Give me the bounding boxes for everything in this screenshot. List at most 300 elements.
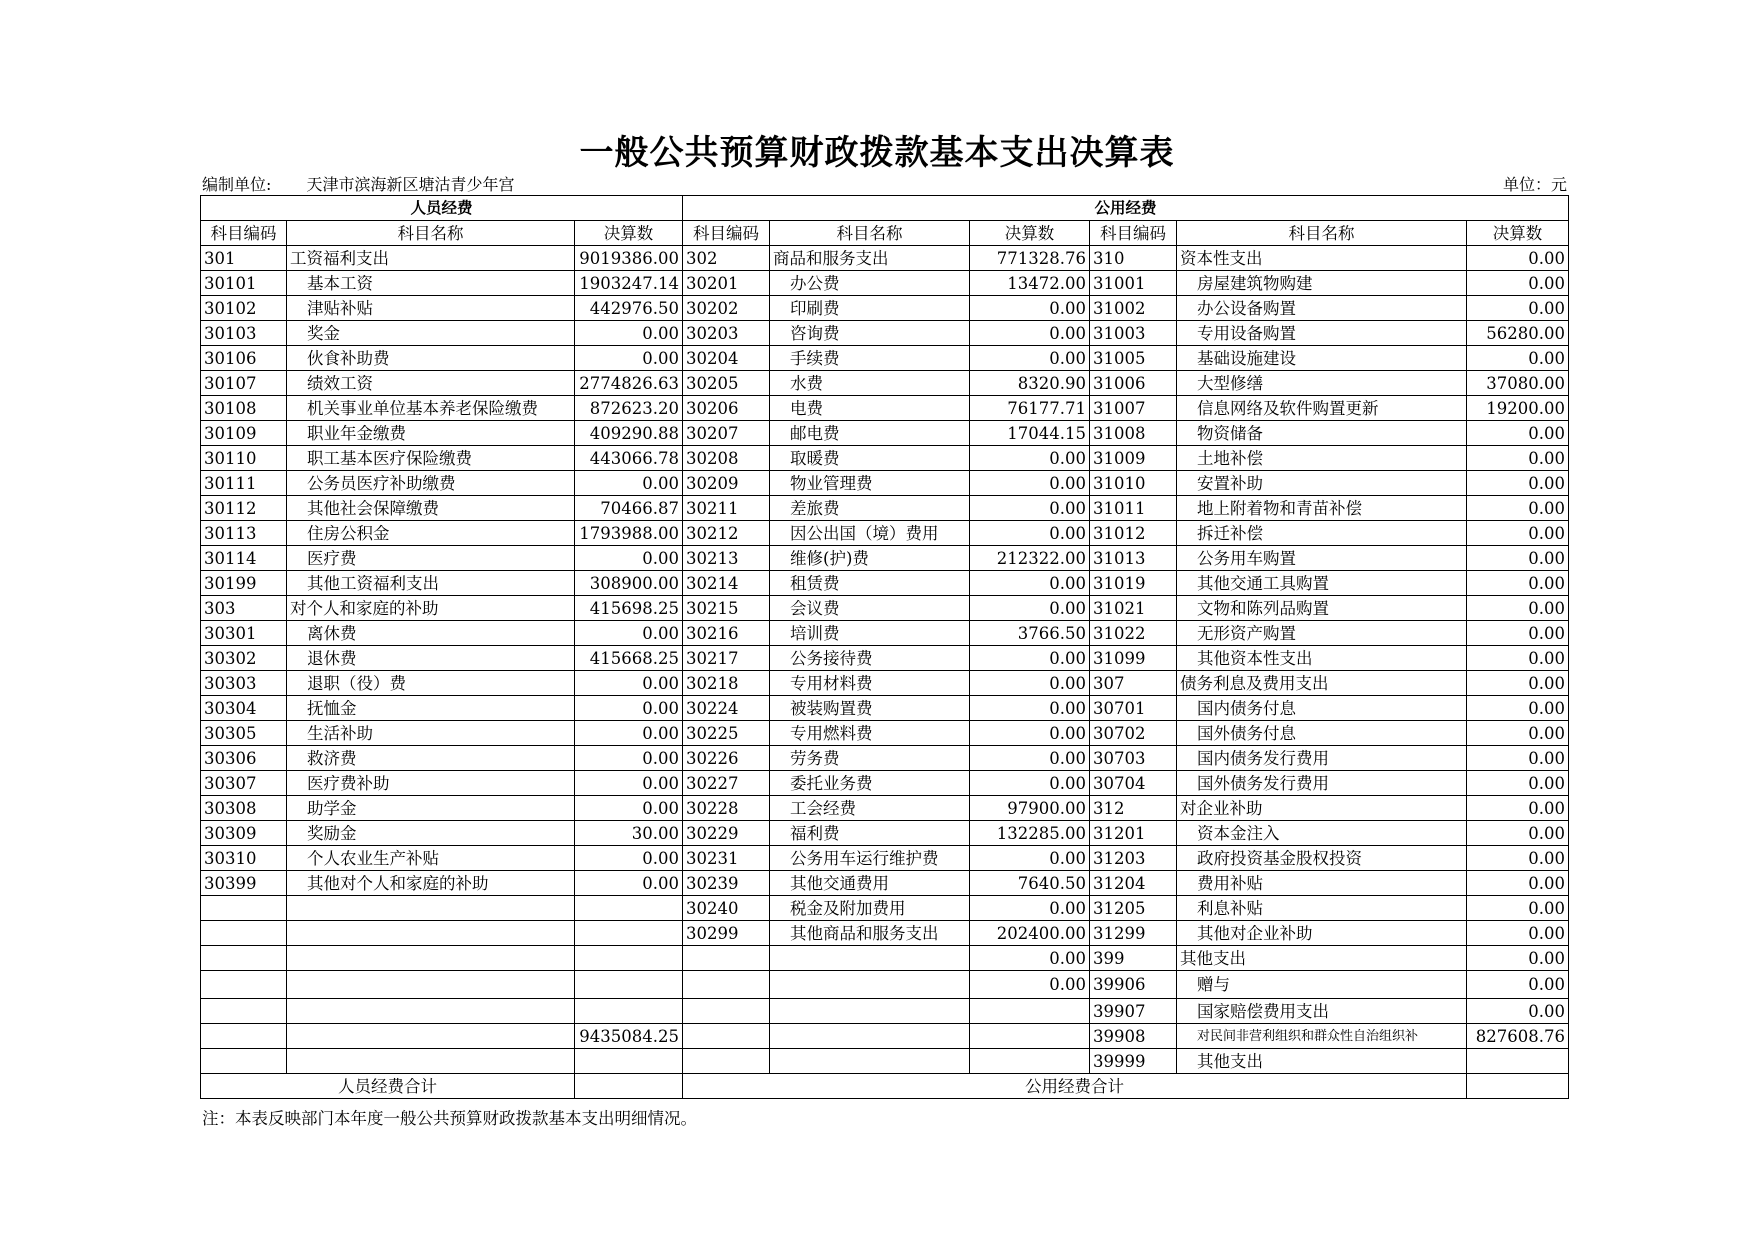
- goods-code-cell: 302: [683, 246, 770, 271]
- goods-name-cell: [770, 946, 970, 971]
- personnel-code-cell: 30111: [201, 471, 287, 496]
- capital-amount-cell: 0.00: [1467, 346, 1569, 371]
- table-row: [201, 396, 1569, 421]
- capital-amount-cell: 0.00: [1467, 999, 1569, 1024]
- table-footnote: 注：本表反映部门本年度一般公共预算财政拨款基本支出明细情况。: [202, 1109, 697, 1128]
- personnel-section-header: 人员经费: [201, 196, 683, 221]
- goods-code-cell: 30229: [683, 821, 770, 846]
- personnel-code-cell: 30109: [201, 421, 287, 446]
- capital-amount-header: 决算数: [1467, 221, 1569, 246]
- capital-code-cell: 31008: [1090, 421, 1177, 446]
- personnel-code-cell: 30108: [201, 396, 287, 421]
- capital-code-header: 科目编码: [1090, 221, 1177, 246]
- capital-amount-cell: 0.00: [1467, 921, 1569, 946]
- personnel-name-cell: [287, 921, 575, 946]
- capital-name-cell: 拆迁补偿: [1177, 521, 1467, 546]
- capital-code-cell: 31006: [1090, 371, 1177, 396]
- personnel-name-cell: 机关事业单位基本养老保险缴费: [287, 396, 575, 421]
- capital-code-cell: 31009: [1090, 446, 1177, 471]
- capital-amount-cell: 0.00: [1467, 721, 1569, 746]
- capital-name-cell: 国内债务发行费用: [1177, 746, 1467, 771]
- goods-code-cell: 30209: [683, 471, 770, 496]
- table-row: [201, 296, 1569, 321]
- capital-name-cell: 国内债务付息: [1177, 696, 1467, 721]
- capital-name-cell: 地上附着物和青苗补偿: [1177, 496, 1467, 521]
- capital-name-cell: 信息网络及软件购置更新: [1177, 396, 1467, 421]
- personnel-code-cell: 30308: [201, 796, 287, 821]
- capital-code-cell: 39906: [1090, 971, 1177, 999]
- table-row: [201, 321, 1569, 346]
- personnel-code-cell: [201, 921, 287, 946]
- table-row: [201, 1024, 1569, 1049]
- table-row: [201, 596, 1569, 621]
- personnel-code-cell: 30303: [201, 671, 287, 696]
- goods-amount-cell: 0.00: [970, 671, 1090, 696]
- personnel-amount-cell: 1793988.00: [575, 521, 683, 546]
- capital-amount-cell: 0.00: [1467, 521, 1569, 546]
- goods-code-cell: [683, 1049, 770, 1074]
- personnel-code-cell: [201, 946, 287, 971]
- capital-name-cell: 对企业补助: [1177, 796, 1467, 821]
- table-row: [201, 821, 1569, 846]
- capital-name-cell: 其他支出: [1177, 946, 1467, 971]
- goods-code-cell: 30205: [683, 371, 770, 396]
- personnel-name-cell: [287, 999, 575, 1024]
- personnel-amount-cell: 0.00: [575, 871, 683, 896]
- goods-name-cell: 印刷费: [770, 296, 970, 321]
- capital-name-header: 科目名称: [1177, 221, 1467, 246]
- personnel-name-cell: 其他社会保障缴费: [287, 496, 575, 521]
- goods-name-cell: 公务用车运行维护费: [770, 846, 970, 871]
- personnel-amount-cell: [575, 946, 683, 971]
- capital-amount-cell: 19200.00: [1467, 396, 1569, 421]
- capital-name-cell: 房屋建筑物购建: [1177, 271, 1467, 296]
- goods-name-cell: 其他商品和服务支出: [770, 921, 970, 946]
- goods-name-cell: 办公费: [770, 271, 970, 296]
- personnel-name-cell: 奖励金: [287, 821, 575, 846]
- goods-amount-cell: 132285.00: [970, 821, 1090, 846]
- capital-code-cell: 31021: [1090, 596, 1177, 621]
- personnel-name-cell: 个人农业生产补贴: [287, 846, 575, 871]
- capital-name-cell: 基础设施建设: [1177, 346, 1467, 371]
- goods-name-cell: 差旅费: [770, 496, 970, 521]
- personnel-amount-cell: 415698.25: [575, 596, 683, 621]
- goods-code-cell: 30225: [683, 721, 770, 746]
- capital-code-cell: 30702: [1090, 721, 1177, 746]
- personnel-code-cell: [201, 999, 287, 1024]
- table-body: [201, 246, 1569, 1074]
- goods-amount-cell: 0.00: [970, 296, 1090, 321]
- capital-amount-cell: 0.00: [1467, 871, 1569, 896]
- capital-code-cell: 31013: [1090, 546, 1177, 571]
- goods-name-cell: 水费: [770, 371, 970, 396]
- personnel-name-cell: 退职（役）费: [287, 671, 575, 696]
- personnel-name-cell: 公务员医疗补助缴费: [287, 471, 575, 496]
- table-row: [201, 896, 1569, 921]
- goods-code-cell: 30213: [683, 546, 770, 571]
- capital-code-cell: 39999: [1090, 1049, 1177, 1074]
- personnel-amount-cell: 2774826.63: [575, 371, 683, 396]
- capital-amount-cell: 37080.00: [1467, 371, 1569, 396]
- personnel-name-cell: 其他工资福利支出: [287, 571, 575, 596]
- personnel-amount-cell: 0.00: [575, 346, 683, 371]
- capital-name-cell: 资本性支出: [1177, 246, 1467, 271]
- goods-code-cell: 30240: [683, 896, 770, 921]
- capital-name-cell: 其他资本性支出: [1177, 646, 1467, 671]
- personnel-total-label: 人员经费合计: [201, 1074, 575, 1099]
- table-row: [201, 746, 1569, 771]
- capital-amount-cell: 0.00: [1467, 621, 1569, 646]
- personnel-amount-cell: 443066.78: [575, 446, 683, 471]
- goods-amount-cell: 771328.76: [970, 246, 1090, 271]
- goods-name-cell: 租赁费: [770, 571, 970, 596]
- capital-name-cell: 资本金注入: [1177, 821, 1467, 846]
- goods-amount-cell: 0.00: [970, 471, 1090, 496]
- capital-name-cell: 利息补贴: [1177, 896, 1467, 921]
- table-row: [201, 521, 1569, 546]
- personnel-name-cell: [287, 896, 575, 921]
- personnel-code-cell: [201, 1049, 287, 1074]
- goods-code-cell: 30208: [683, 446, 770, 471]
- personnel-code-cell: 30107: [201, 371, 287, 396]
- personnel-amount-cell: 415668.25: [575, 646, 683, 671]
- personnel-code-cell: [201, 971, 287, 999]
- capital-amount-cell: 0.00: [1467, 696, 1569, 721]
- personnel-amount-cell: [575, 1049, 683, 1074]
- capital-code-cell: 399: [1090, 946, 1177, 971]
- personnel-amount-cell: [575, 921, 683, 946]
- table-row: [201, 271, 1569, 296]
- personnel-name-header: 科目名称: [287, 221, 575, 246]
- table-row: [201, 371, 1569, 396]
- goods-name-cell: [770, 1024, 970, 1049]
- goods-amount-cell: 0.00: [970, 696, 1090, 721]
- capital-name-cell: 国外债务付息: [1177, 721, 1467, 746]
- capital-amount-cell: 0.00: [1467, 446, 1569, 471]
- personnel-amount-cell: 0.00: [575, 696, 683, 721]
- goods-name-cell: 会议费: [770, 596, 970, 621]
- capital-amount-cell: 56280.00: [1467, 321, 1569, 346]
- personnel-amount-cell: 0.00: [575, 771, 683, 796]
- capital-amount-cell: [1467, 1049, 1569, 1074]
- capital-code-cell: 31007: [1090, 396, 1177, 421]
- personnel-code-cell: 30310: [201, 846, 287, 871]
- capital-name-cell: 其他交通工具购置: [1177, 571, 1467, 596]
- personnel-name-cell: 助学金: [287, 796, 575, 821]
- table-row: [201, 921, 1569, 946]
- personnel-amount-cell: 0.00: [575, 321, 683, 346]
- goods-amount-cell: 0.00: [970, 496, 1090, 521]
- personnel-amount-cell: 0.00: [575, 471, 683, 496]
- goods-amount-cell: 97900.00: [970, 796, 1090, 821]
- capital-name-cell: 土地补偿: [1177, 446, 1467, 471]
- personnel-code-cell: 30309: [201, 821, 287, 846]
- org-label: 编制单位:: [202, 175, 272, 194]
- capital-code-cell: 31299: [1090, 921, 1177, 946]
- personnel-amount-cell: 9019386.00: [575, 246, 683, 271]
- goods-code-cell: [683, 999, 770, 1024]
- personnel-name-cell: 工资福利支出: [287, 246, 575, 271]
- goods-amount-cell: 0.00: [970, 896, 1090, 921]
- personnel-amount-cell: 9435084.25: [575, 1024, 683, 1049]
- capital-name-cell: 文物和陈列品购置: [1177, 596, 1467, 621]
- goods-amount-cell: 0.00: [970, 846, 1090, 871]
- goods-name-cell: 商品和服务支出: [770, 246, 970, 271]
- capital-name-cell: 专用设备购置: [1177, 321, 1467, 346]
- personnel-code-cell: 30199: [201, 571, 287, 596]
- currency-unit: 单位：元: [1502, 175, 1567, 194]
- goods-code-cell: 30203: [683, 321, 770, 346]
- personnel-code-cell: 303: [201, 596, 287, 621]
- goods-code-cell: 30204: [683, 346, 770, 371]
- capital-amount-cell: 0.00: [1467, 946, 1569, 971]
- personnel-amount-cell: 0.00: [575, 796, 683, 821]
- personnel-amount-cell: [575, 999, 683, 1024]
- goods-name-cell: 劳务费: [770, 746, 970, 771]
- capital-code-cell: 31203: [1090, 846, 1177, 871]
- capital-code-cell: 31201: [1090, 821, 1177, 846]
- table-row: [201, 346, 1569, 371]
- personnel-code-header: 科目编码: [201, 221, 287, 246]
- personnel-name-cell: 津贴补贴: [287, 296, 575, 321]
- personnel-code-cell: 30399: [201, 871, 287, 896]
- goods-code-cell: 30212: [683, 521, 770, 546]
- capital-name-cell: 公务用车购置: [1177, 546, 1467, 571]
- goods-name-cell: 公务接待费: [770, 646, 970, 671]
- capital-amount-cell: 0.00: [1467, 646, 1569, 671]
- capital-name-cell: 物资储备: [1177, 421, 1467, 446]
- personnel-amount-cell: 0.00: [575, 621, 683, 646]
- goods-code-header: 科目编码: [683, 221, 770, 246]
- capital-code-cell: 31204: [1090, 871, 1177, 896]
- goods-code-cell: 30218: [683, 671, 770, 696]
- goods-name-cell: 物业管理费: [770, 471, 970, 496]
- capital-code-cell: 31001: [1090, 271, 1177, 296]
- report-title: 一般公共预算财政拨款基本支出决算表: [579, 133, 1175, 173]
- table-row: [201, 946, 1569, 971]
- capital-name-cell: 大型修缮: [1177, 371, 1467, 396]
- goods-code-cell: 30217: [683, 646, 770, 671]
- personnel-name-cell: [287, 1049, 575, 1074]
- goods-amount-cell: 17044.15: [970, 421, 1090, 446]
- personnel-name-cell: 救济费: [287, 746, 575, 771]
- personnel-code-cell: [201, 1024, 287, 1049]
- personnel-amount-cell: 30.00: [575, 821, 683, 846]
- personnel-code-cell: 30102: [201, 296, 287, 321]
- personnel-code-cell: 30101: [201, 271, 287, 296]
- capital-code-cell: 31010: [1090, 471, 1177, 496]
- personnel-code-cell: 301: [201, 246, 287, 271]
- capital-name-cell: 国外债务发行费用: [1177, 771, 1467, 796]
- public-total-label: 公用经费合计: [683, 1074, 1467, 1099]
- totals-row: [201, 1074, 1569, 1099]
- capital-amount-cell: 0.00: [1467, 246, 1569, 271]
- goods-code-cell: 30227: [683, 771, 770, 796]
- table-row: [201, 546, 1569, 571]
- section-header-row: [201, 196, 1569, 221]
- personnel-name-cell: 医疗费补助: [287, 771, 575, 796]
- capital-amount-cell: 0.00: [1467, 671, 1569, 696]
- personnel-amount-cell: 70466.87: [575, 496, 683, 521]
- table-row: [201, 721, 1569, 746]
- capital-code-cell: 31011: [1090, 496, 1177, 521]
- goods-name-cell: [770, 971, 970, 999]
- capital-code-cell: 312: [1090, 796, 1177, 821]
- capital-amount-cell: 0.00: [1467, 596, 1569, 621]
- personnel-amount-cell: 0.00: [575, 846, 683, 871]
- table-row: [201, 571, 1569, 596]
- goods-name-cell: [770, 999, 970, 1024]
- goods-amount-cell: 212322.00: [970, 546, 1090, 571]
- unit-line: [202, 172, 1567, 194]
- goods-name-cell: 委托业务费: [770, 771, 970, 796]
- capital-amount-cell: 0.00: [1467, 571, 1569, 596]
- table-row: [201, 1049, 1569, 1074]
- personnel-amount-cell: 0.00: [575, 746, 683, 771]
- goods-name-cell: 咨询费: [770, 321, 970, 346]
- personnel-name-cell: [287, 1024, 575, 1049]
- capital-amount-cell: 0.00: [1467, 421, 1569, 446]
- capital-name-cell: 对民间非营利组织和群众性自治组织补: [1177, 1024, 1467, 1049]
- personnel-name-cell: 奖金: [287, 321, 575, 346]
- capital-name-cell: 费用补贴: [1177, 871, 1467, 896]
- goods-amount-cell: 0.00: [970, 446, 1090, 471]
- personnel-name-cell: 伙食补助费: [287, 346, 575, 371]
- table-row: [201, 421, 1569, 446]
- goods-code-cell: 30215: [683, 596, 770, 621]
- capital-amount-cell: 0.00: [1467, 746, 1569, 771]
- personnel-amount-cell: 872623.20: [575, 396, 683, 421]
- table-row: [201, 696, 1569, 721]
- capital-amount-cell: 0.00: [1467, 496, 1569, 521]
- capital-name-cell: 其他对企业补助: [1177, 921, 1467, 946]
- personnel-code-cell: 30113: [201, 521, 287, 546]
- goods-code-cell: [683, 946, 770, 971]
- goods-amount-cell: 0.00: [970, 746, 1090, 771]
- personnel-code-cell: 30103: [201, 321, 287, 346]
- goods-name-cell: 被装购置费: [770, 696, 970, 721]
- capital-code-cell: 310: [1090, 246, 1177, 271]
- column-header-row: [201, 221, 1569, 246]
- capital-amount-cell: 0.00: [1467, 296, 1569, 321]
- capital-code-cell: 39908: [1090, 1024, 1177, 1049]
- personnel-code-cell: [201, 896, 287, 921]
- goods-name-cell: 电费: [770, 396, 970, 421]
- goods-code-cell: 30201: [683, 271, 770, 296]
- goods-code-cell: 30216: [683, 621, 770, 646]
- personnel-code-cell: 30304: [201, 696, 287, 721]
- goods-code-cell: [683, 1024, 770, 1049]
- personnel-amount-cell: 0.00: [575, 721, 683, 746]
- goods-amount-cell: 7640.50: [970, 871, 1090, 896]
- capital-code-cell: 30701: [1090, 696, 1177, 721]
- goods-name-cell: 维修(护)费: [770, 546, 970, 571]
- goods-amount-cell: 0.00: [970, 521, 1090, 546]
- capital-name-cell: 债务利息及费用支出: [1177, 671, 1467, 696]
- capital-code-cell: 31022: [1090, 621, 1177, 646]
- capital-name-cell: 安置补助: [1177, 471, 1467, 496]
- goods-amount-cell: 8320.90: [970, 371, 1090, 396]
- goods-amount-cell: 76177.71: [970, 396, 1090, 421]
- personnel-name-cell: 抚恤金: [287, 696, 575, 721]
- table-row: [201, 671, 1569, 696]
- table-row: [201, 871, 1569, 896]
- goods-code-cell: 30211: [683, 496, 770, 521]
- goods-code-cell: 30228: [683, 796, 770, 821]
- goods-amount-cell: 0.00: [970, 596, 1090, 621]
- capital-code-cell: 31205: [1090, 896, 1177, 921]
- table-row: [201, 471, 1569, 496]
- personnel-amount-header: 决算数: [575, 221, 683, 246]
- personnel-total-value: [575, 1074, 683, 1099]
- capital-name-cell: 国家赔偿费用支出: [1177, 999, 1467, 1024]
- capital-amount-cell: 0.00: [1467, 546, 1569, 571]
- goods-name-cell: 税金及附加费用: [770, 896, 970, 921]
- goods-amount-cell: 0.00: [970, 721, 1090, 746]
- personnel-code-cell: 30110: [201, 446, 287, 471]
- personnel-name-cell: 其他对个人和家庭的补助: [287, 871, 575, 896]
- goods-code-cell: 30206: [683, 396, 770, 421]
- personnel-name-cell: 退休费: [287, 646, 575, 671]
- goods-amount-cell: 0.00: [970, 571, 1090, 596]
- personnel-amount-cell: 409290.88: [575, 421, 683, 446]
- goods-amount-cell: 3766.50: [970, 621, 1090, 646]
- goods-code-cell: 30214: [683, 571, 770, 596]
- personnel-amount-cell: [575, 971, 683, 999]
- personnel-amount-cell: [575, 896, 683, 921]
- capital-code-cell: 31002: [1090, 296, 1177, 321]
- goods-name-cell: 培训费: [770, 621, 970, 646]
- personnel-code-cell: 30302: [201, 646, 287, 671]
- goods-code-cell: 30207: [683, 421, 770, 446]
- personnel-name-cell: [287, 971, 575, 999]
- personnel-amount-cell: 1903247.14: [575, 271, 683, 296]
- goods-name-cell: 因公出国（境）费用: [770, 521, 970, 546]
- goods-amount-cell: 0.00: [970, 321, 1090, 346]
- goods-name-cell: 专用燃料费: [770, 721, 970, 746]
- personnel-name-cell: 生活补助: [287, 721, 575, 746]
- personnel-name-cell: 住房公积金: [287, 521, 575, 546]
- goods-amount-cell: 0.00: [970, 971, 1090, 999]
- capital-code-cell: 307: [1090, 671, 1177, 696]
- goods-amount-cell: [970, 1049, 1090, 1074]
- personnel-name-cell: 职业年金缴费: [287, 421, 575, 446]
- capital-amount-cell: 0.00: [1467, 971, 1569, 999]
- goods-name-cell: 取暖费: [770, 446, 970, 471]
- goods-amount-cell: 0.00: [970, 946, 1090, 971]
- capital-amount-cell: 0.00: [1467, 796, 1569, 821]
- personnel-code-cell: 30114: [201, 546, 287, 571]
- goods-name-cell: 工会经费: [770, 796, 970, 821]
- personnel-code-cell: 30112: [201, 496, 287, 521]
- capital-amount-cell: 0.00: [1467, 821, 1569, 846]
- table-row: [201, 796, 1569, 821]
- capital-amount-cell: 0.00: [1467, 896, 1569, 921]
- goods-code-cell: 30239: [683, 871, 770, 896]
- capital-amount-cell: 0.00: [1467, 771, 1569, 796]
- goods-name-cell: 福利费: [770, 821, 970, 846]
- personnel-name-cell: 绩效工资: [287, 371, 575, 396]
- capital-code-cell: 31003: [1090, 321, 1177, 346]
- goods-code-cell: 30226: [683, 746, 770, 771]
- capital-name-cell: 办公设备购置: [1177, 296, 1467, 321]
- personnel-code-cell: 30307: [201, 771, 287, 796]
- goods-name-cell: 其他交通费用: [770, 871, 970, 896]
- capital-code-cell: 39907: [1090, 999, 1177, 1024]
- capital-code-cell: 30704: [1090, 771, 1177, 796]
- org-info: [202, 172, 515, 195]
- goods-name-header: 科目名称: [770, 221, 970, 246]
